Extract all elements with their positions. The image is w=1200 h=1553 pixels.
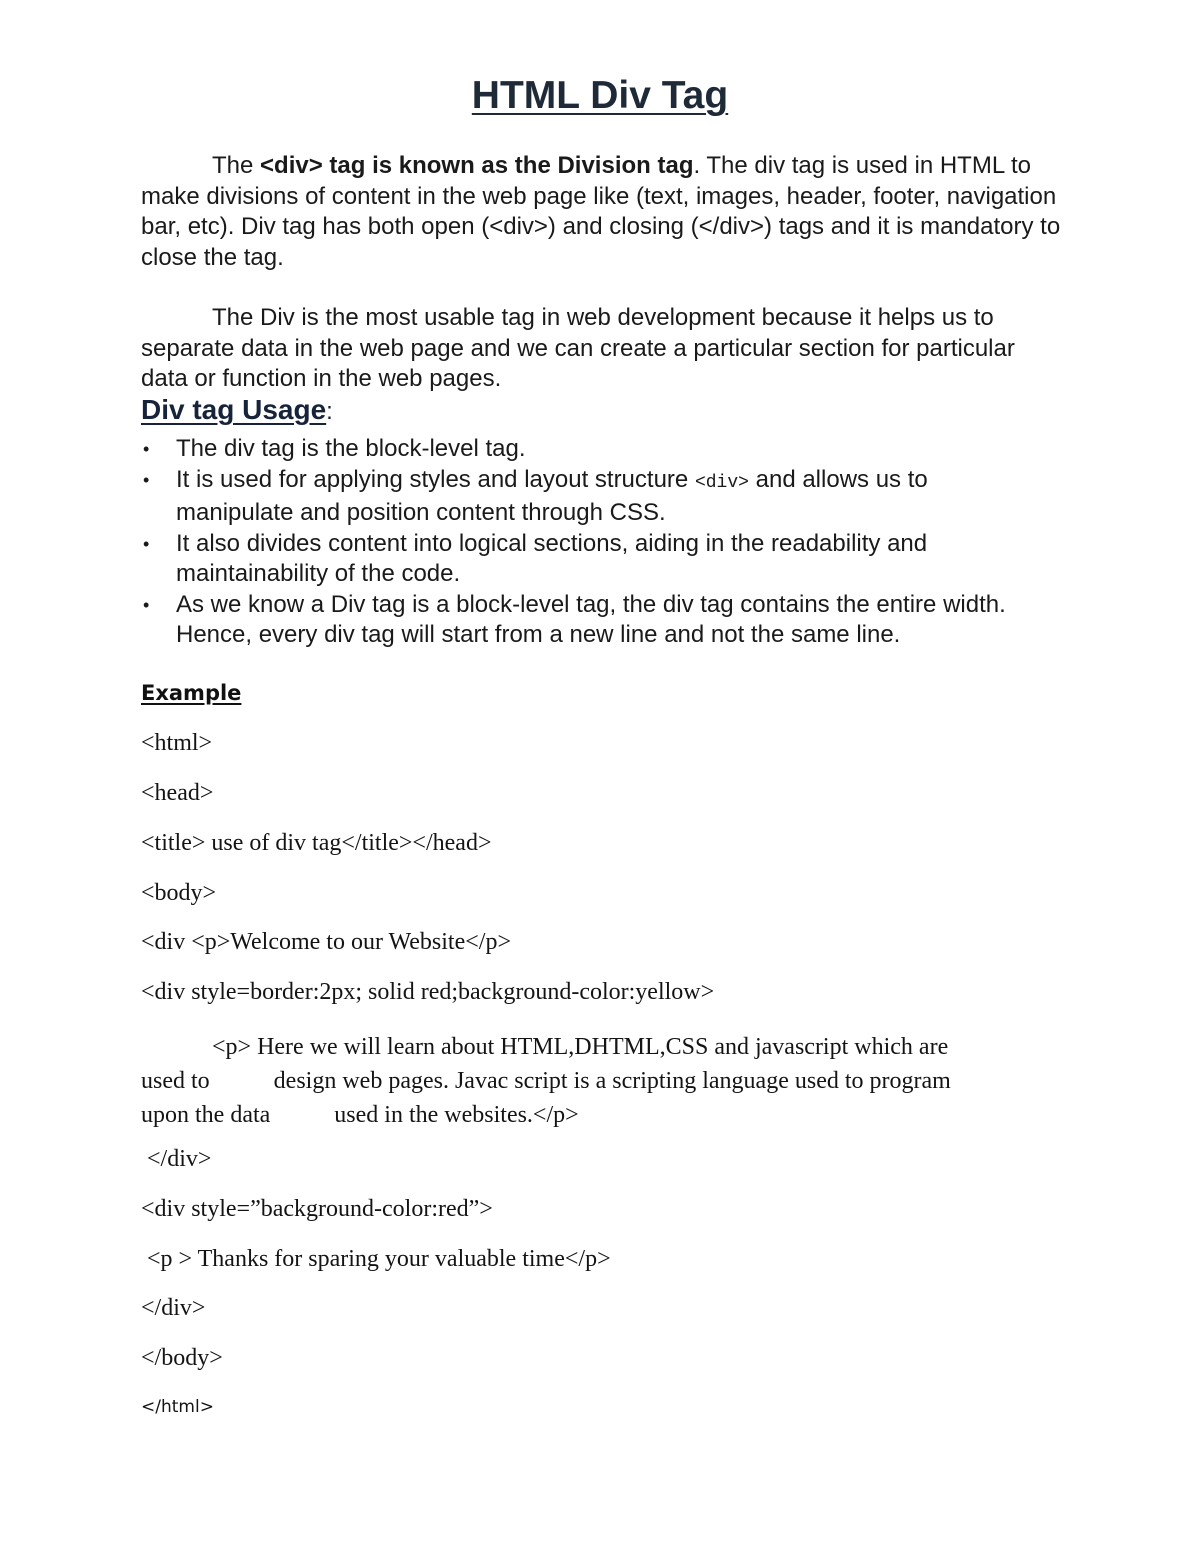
bullet-icon: •	[143, 594, 150, 615]
list-item-text: It also divides content into logical sections, aiding in the readability and maintainability of the code.	[176, 529, 928, 587]
code-paragraph-line-2b: design web pages. Javac script is a scripting language used to program	[273, 1068, 951, 1094]
list-item	[141, 529, 1041, 590]
intro-p1-bold: <div> tag is known as the Division tag	[260, 152, 694, 179]
code-line: <p > Thanks for sparing your valuable time</p>	[141, 1246, 611, 1272]
list-item	[141, 590, 1041, 651]
bullet-icon: •	[143, 439, 150, 459]
intro-paragraph-2: The Div is the most usable tag in web development because it helps us to separate data in the web page and we can create a particular section for particular data or function in the web pages.	[141, 304, 1015, 392]
code-line: <div style=”background-color:red”>	[141, 1196, 493, 1222]
code-paragraph-line-3a: upon the data	[141, 1102, 271, 1128]
list-item-text: The div tag is the block-level tag.	[176, 435, 526, 462]
code-line: <body>	[141, 880, 217, 906]
intro-p1-rest: . The div tag is used in HTML to make divisions of content in the web page like (text, images, header, footer, navigation bar, etc). Div tag has both open (<div>) and closing (</div>) tags and it is mandatory to close the tag.	[141, 152, 1061, 271]
bullet-icon: •	[143, 533, 150, 554]
code-line: </div>	[141, 1146, 212, 1172]
code-line: </body>	[141, 1345, 223, 1371]
code-line: <html>	[141, 730, 213, 756]
usage-heading-colon: :	[326, 398, 333, 425]
usage-list	[141, 434, 1041, 651]
usage-heading-text: Div tag Usage	[141, 394, 327, 425]
code-paragraph-line-1: <p> Here we will learn about HTML,DHTML,CSS and javascript which are	[212, 1034, 949, 1060]
list-item-text: It is used for applying styles and layout structure	[176, 465, 695, 493]
list-item	[141, 465, 1041, 529]
code-paragraph-line-3b: used in the websites.</p>	[334, 1102, 579, 1128]
bullet-icon: •	[143, 469, 150, 490]
code-line: <title> use of div tag</title></head>	[141, 830, 492, 856]
list-item	[141, 434, 1041, 465]
usage-heading	[141, 394, 333, 426]
code-paragraph-line-2	[141, 1064, 1071, 1098]
code-line: </div>	[141, 1295, 206, 1321]
example-heading: Example	[141, 681, 242, 705]
code-line-last: </html>	[141, 1397, 214, 1417]
code-line: <div <p>Welcome to our Website</p>	[141, 929, 511, 955]
intro-p1-start: The	[212, 152, 261, 179]
inline-code: <div>	[694, 472, 749, 493]
code-paragraph-line-3	[141, 1098, 1071, 1132]
intro-paragraph-1	[141, 151, 1066, 273]
list-item-text-rest: and allows us to manipulate and position content through CSS.	[176, 465, 928, 526]
list-item-text: As we know a Div tag is a block-level tag, the div tag contains the entire width. Hence, every div tag will start from a new line and not the same line.	[176, 590, 1006, 648]
code-paragraph-line-2a: used to	[141, 1068, 210, 1094]
code-line: <head>	[141, 780, 214, 806]
code-paragraph	[141, 1030, 1071, 1132]
page-title: HTML Div Tag	[471, 74, 729, 117]
code-line: <div style=border:2px; solid red;background-color:yellow>	[141, 979, 715, 1005]
